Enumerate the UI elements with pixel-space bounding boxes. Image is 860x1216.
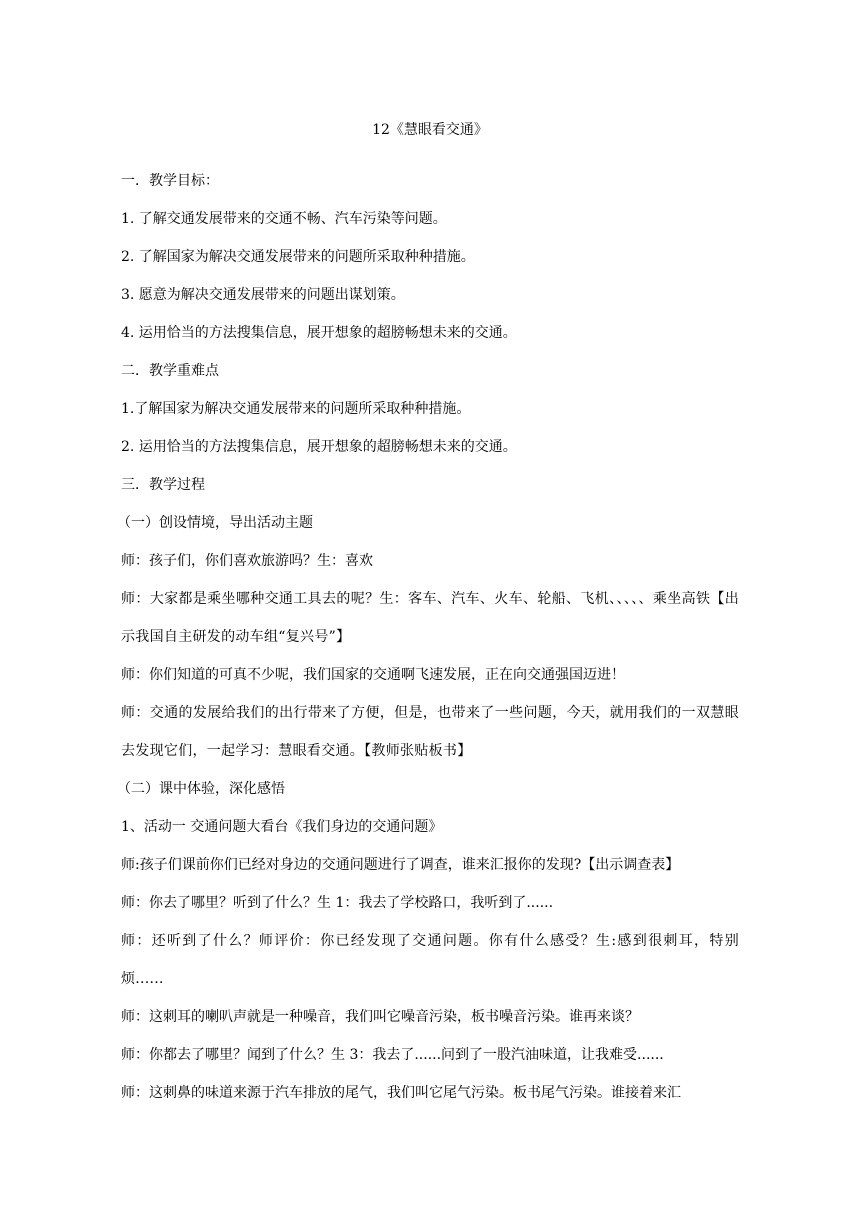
dialogue-paragraph: 师:孩子们课前你们已经对身边的交通问题进行了调查，谁来汇报你的发现?【出示调查表】 <box>121 857 680 873</box>
objective-item-4: 4. 运用恰当的方法搜集信息，展开想象的超膀畅想未来的交通。 <box>121 325 517 341</box>
subsection-heading-experience: （二）课中体验，深化感悟 <box>117 781 285 797</box>
subsection-heading-intro: （一）创设情境，导出活动主题 <box>117 515 313 531</box>
section-heading-process: 三．教学过程 <box>121 477 205 493</box>
section-heading-key-points: 二．教学重难点 <box>121 363 219 379</box>
objective-item-3: 3. 愿意为解决交通发展带来的问题出谋划策。 <box>121 287 405 303</box>
activity-heading: 1、活动一 交通问题大看台《我们身边的交通问题》 <box>121 819 443 835</box>
dialogue-paragraph: 师：这刺耳的喇叭声就是一种噪音，我们叫它噪音污染，板书噪音污染。谁再来谈？ <box>121 1009 639 1025</box>
dialogue-paragraph: 师：孩子们，你们喜欢旅游吗？生：喜欢 <box>121 553 373 569</box>
dialogue-paragraph: 师：你都去了哪里？闻到了什么？生 3：我去了......问到了一股汽油味道，让我难受...... <box>121 1047 664 1063</box>
key-point-item-1: 1.了解国家为解决交通发展带来的问题所采取种种措施。 <box>121 401 471 417</box>
dialogue-paragraph: 师：还听到了什么？师评价：你已经发现了交通问题。你有什么感受？生:感到很刺耳，特别烦...... <box>121 933 739 987</box>
dialogue-paragraph: 师：你去了哪里？听到了什么？生 1：我去了学校路口，我听到了...... <box>121 895 554 911</box>
dialogue-paragraph: 师：交通的发展给我们的出行带来了方便，但是，也带来了一些问题，今天，就用我们的一双慧眼去发现它们，一起学习：慧眼看交通。【教师张贴板书】 <box>121 705 739 759</box>
key-point-item-2: 2. 运用恰当的方法搜集信息，展开想象的超膀畅想未来的交通。 <box>121 439 517 455</box>
objective-item-2: 2. 了解国家为解决交通发展带来的问题所采取种种措施。 <box>121 249 475 265</box>
dialogue-paragraph: 师：大家都是乘坐哪种交通工具去的呢？生：客车、汽车、火车、轮船、飞机、、、、、乘坐高铁【出示我国自主研发的动车组“复兴号”】 <box>121 591 739 645</box>
document-body <box>117 162 739 1112</box>
section-heading-objectives: 一．教学目标： <box>121 173 219 189</box>
document-title: 12《慧眼看交通》 <box>372 122 488 138</box>
dialogue-paragraph: 师：这刺鼻的味道来源于汽车排放的尾气，我们叫它尾气污染。板书尾气污染。谁接着来汇 <box>121 1085 681 1101</box>
objective-item-1: 1. 了解交通发展带来的交通不畅、汽车污染等问题。 <box>121 211 447 227</box>
dialogue-paragraph: 师：你们知道的可真不少呢，我们国家的交通啊飞速发展，正在向交通强国迈进！ <box>121 667 625 683</box>
